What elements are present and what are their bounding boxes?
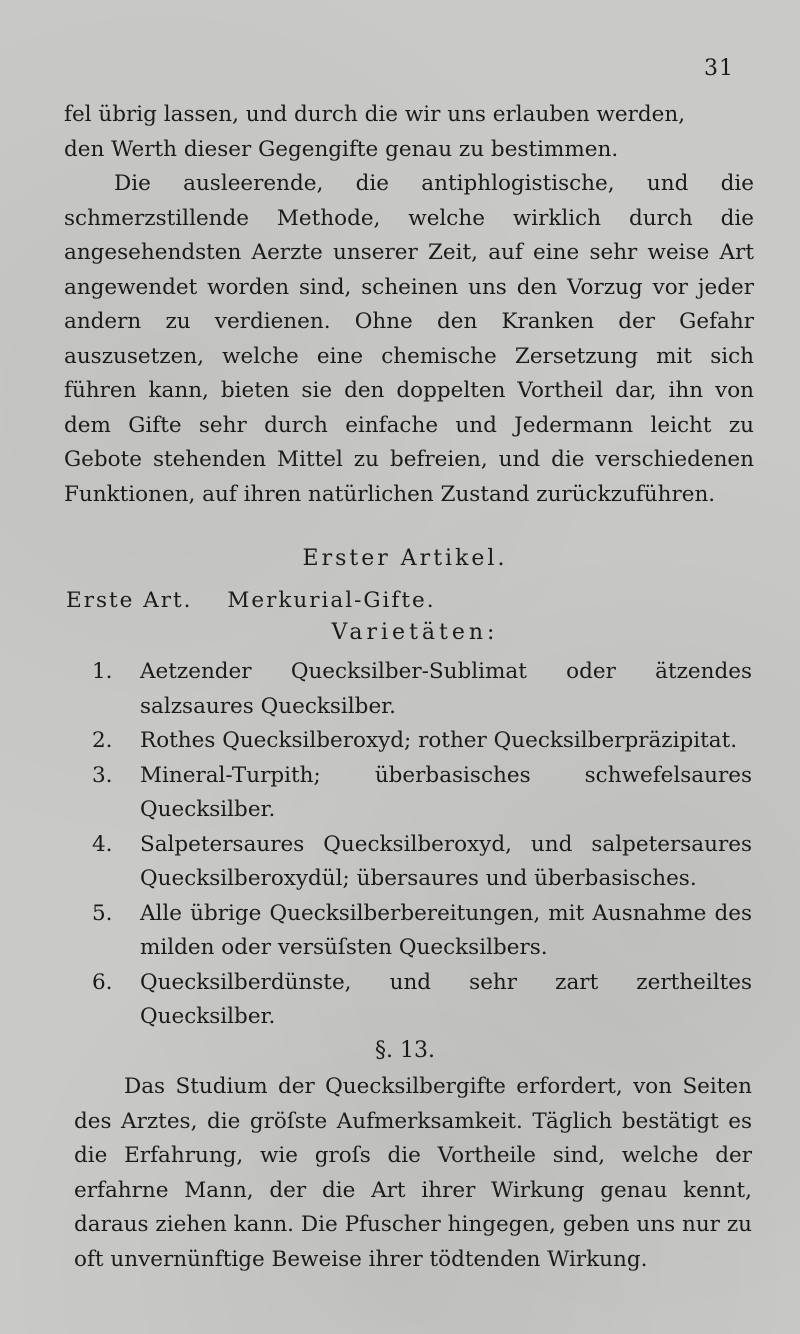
list-item-number: 4.: [92, 831, 113, 857]
paragraph-mercury-study: Das Studium der Quecksilbergifte erfordert, von Seiten des Arztes, die gröſste Aufmerksamkeit. Täglich bestätigt es die Erfahrung, wie groſs die Vortheile sind, welche der erfahrne Mann, der die Art ihrer Wirkung genau kennt, daraus ziehen kann. Die Pfuscher hingegen, geben uns nur zu oft unvernünftige Beweise ihrer tödtenden Wirkung.: [74, 1074, 752, 1272]
art-title: Merkurial-Gifte.: [227, 588, 436, 613]
paragraph-antidote-methods: Die ausleerende, die antiphlogistische, und die schmerzstillende Methode, welche wirklich durch die angesehendsten Aerzte unserer Zeit, auf eine sehr weise Art angewendet worden sind, scheinen uns den Vorzug vor jeder andern zu verdienen. Ohne den Kranken der Gefahr auszusetzen, welche eine chemische Zersetzung mit sich führen kann, bieten sie den doppelten Vortheil dar, ihn von dem Gifte sehr durch einfache und Jedermann leicht zu Gebote stehenden Mittel zu befreien, und die verschiedenen Funktionen, auf ihren natürlichen Zustand zurückzuführen.: [64, 171, 754, 507]
list-item-text: Rothes Quecksilberoxyd; rother Quecksilberpräzipitat.: [140, 728, 738, 753]
intro-line: fel übrig lassen, und durch die wir uns erlauben werden,: [64, 102, 686, 127]
section-13-block: [74, 1070, 752, 1277]
list-item: [92, 966, 752, 1035]
art-line: [66, 588, 436, 613]
section-mark: §. 13.: [375, 1038, 435, 1063]
list-item-text: Aetzender Quecksilber-Sublimat oder ätzendes salzsaures Quecksilber.: [140, 659, 752, 719]
list-item: [92, 897, 752, 966]
list-item: [92, 655, 752, 724]
list-item-text: Quecksilberdünste, und sehr zart zertheiltes Quecksilber.: [140, 969, 752, 1029]
list-item: [92, 759, 752, 828]
list-item-number: 2.: [92, 728, 113, 753]
list-item-text: Alle übrige Quecksilberbereitungen, mit Ausnahme des milden oder versüſsten Quecksilbers.: [140, 900, 752, 960]
list-item-number: 3.: [92, 762, 113, 788]
list-item-number: 5.: [92, 900, 113, 926]
intro-block: [64, 98, 754, 512]
list-item-number: 6.: [92, 969, 113, 995]
article-heading: Erster Artikel.: [302, 546, 508, 571]
art-label: Erste Art.: [66, 588, 193, 613]
list-item: [92, 724, 752, 759]
list-item-text: Mineral-Turpith; überbasisches schwefelsaures Quecksilber.: [140, 762, 752, 822]
varieties-list: [92, 655, 752, 1035]
varieties-heading: Varietäten:: [331, 620, 499, 645]
page-number: 31: [704, 56, 734, 81]
list-item-text: Salpetersaures Quecksilberoxyd, und salpetersaures Quecksilberoxydül; übersaures und überbasisches.: [140, 831, 752, 891]
list-item-number: 1.: [92, 659, 113, 684]
list-item: [92, 828, 752, 897]
intro-line: den Werth dieser Gegengifte genau zu bestimmen.: [64, 136, 619, 162]
